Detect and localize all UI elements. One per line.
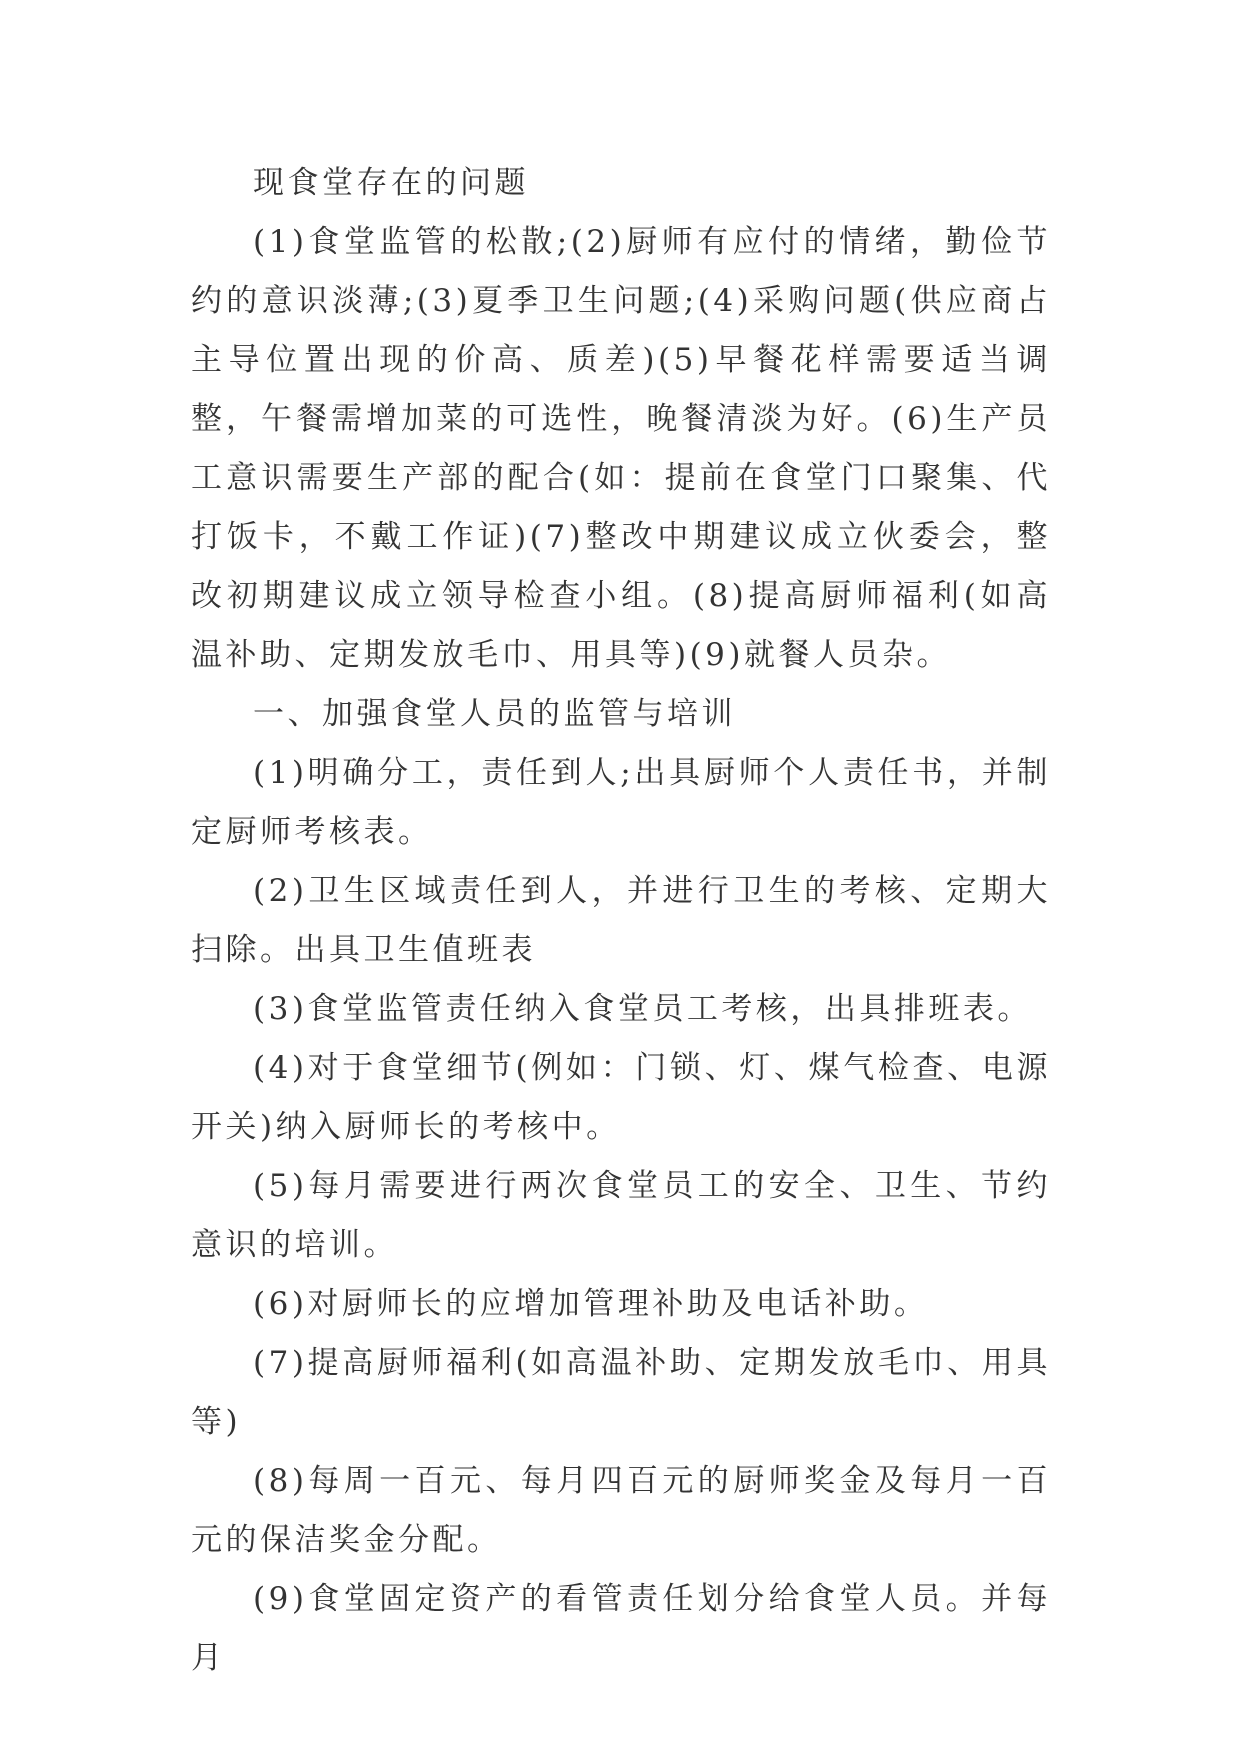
measure-item-5: (5)每月需要进行两次食堂员工的安全、卫生、节约意识的培训。 <box>191 1168 1051 1263</box>
measure-item-6: (6)对厨师长的应增加管理补助及电话补助。 <box>253 1286 929 1322</box>
measure-item-3: (3)食堂监管责任纳入食堂员工考核，出具排班表。 <box>253 991 1032 1027</box>
measure-item-7: (7)提高厨师福利(如高温补助、定期发放毛巾、用具等) <box>191 1345 1051 1440</box>
section-heading-problems: 现食堂存在的问题 <box>253 165 529 201</box>
measure-item-8: (8)每周一百元、每月四百元的厨师奖金及每月一百元的保洁奖金分配。 <box>191 1463 1051 1558</box>
measure-item-9: (9)食堂固定资产的看管责任划分给食堂人员。并每月 <box>191 1581 1051 1676</box>
measure-item-1: (1)明确分工，责任到人;出具厨师个人责任书，并制定厨师考核表。 <box>191 755 1051 850</box>
document-body <box>191 154 1051 1688</box>
section-heading-supervision: 一、加强食堂人员的监管与培训 <box>253 696 736 732</box>
problems-list-paragraph: (1)食堂监管的松散;(2)厨师有应付的情绪，勤俭节约的意识淡薄;(3)夏季卫生问题;(4)采购问题(供应商占主导位置出现的价高、质差)(5)早餐花样需要适当调整，午餐需增加菜的可选性，晚餐清淡为好。(6)生产员工意识需要生产部的配合(如：提前在食堂门口聚集、代打饭卡，不戴工作证)(7)整改中期建议成立伙委会，整改初期建议成立领导检查小组。(8)提高厨师福利(如高温补助、定期发放毛巾、用具等)(9)就餐人员杂。 <box>191 224 1051 673</box>
measure-item-4: (4)对于食堂细节(例如：门锁、灯、煤气检查、电源开关)纳入厨师长的考核中。 <box>191 1050 1051 1145</box>
measure-item-2: (2)卫生区域责任到人，并进行卫生的考核、定期大扫除。出具卫生值班表 <box>191 873 1051 968</box>
